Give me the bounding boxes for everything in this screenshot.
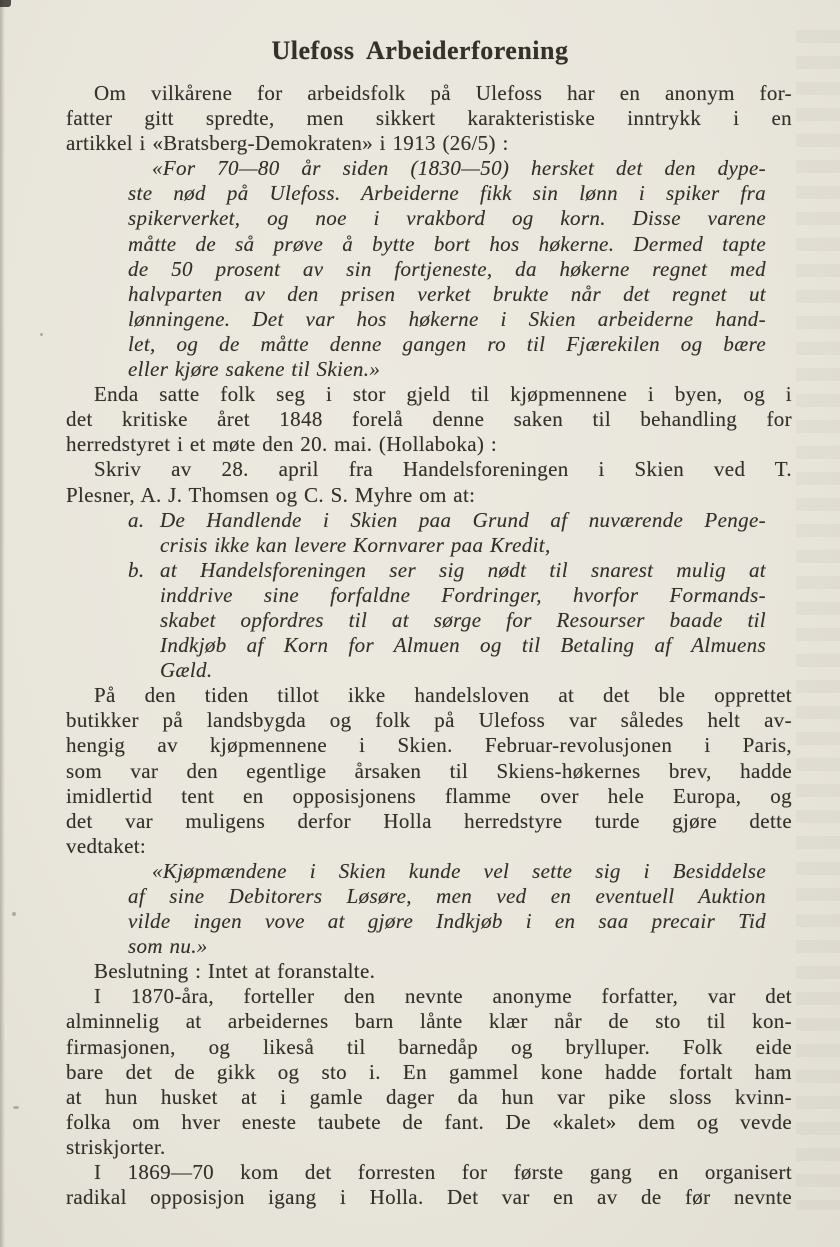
text-line: «For 70—80 år siden (1830—50) hersket det den dype- xyxy=(152,156,766,181)
text-line: at Handelsforeningen ser sig nødt til snarest mulig at xyxy=(160,557,766,582)
text-line: de 50 prosent av sin fortjeneste, da høkerne regnet med xyxy=(128,256,766,281)
quote-block xyxy=(66,156,792,382)
text-line: at hun husket at i gamle dager da hun var pike sloss kvinn- xyxy=(66,1084,792,1109)
text-line: alminnelig at arbeidernes barn lånte klær når de sto til kon- xyxy=(66,1009,792,1034)
text-line: spikerverket, og noe i vrakbord og korn. Disse varene xyxy=(128,206,766,231)
paragraph xyxy=(66,683,792,859)
text-line: fatter gitt spredte, men sikkert karakteristiske inntrykk i en xyxy=(66,106,792,131)
text-line: Om vilkårene for arbeidsfolk på Ulefoss har en anonym for- xyxy=(94,81,792,105)
text-line: På den tiden tillot ikke handelsloven at det ble opprettet xyxy=(94,683,792,708)
text-line: let, og de måtte denne gangen ro til Fjærekilen og bære xyxy=(128,331,766,356)
paragraph xyxy=(66,984,792,1160)
text-line: halvparten av den prisen verket brukte når det regnet ut xyxy=(128,281,766,306)
text-line: Beslutning : Intet at foranstalte. xyxy=(94,959,376,984)
text-line: skabet opfordres til at sørge for Resourser baade til xyxy=(160,607,766,632)
list-item xyxy=(66,508,792,558)
list-marker: b. xyxy=(128,557,145,582)
text-line: det var muligens derfor Holla herredstyre turde gjøre dette xyxy=(66,808,792,833)
paragraph xyxy=(66,382,792,457)
text-line: lønningene. Det var hos høkerne i Skien arbeiderne hand- xyxy=(128,306,766,331)
text-line: folka om hver eneste taubete de fant. De «kalet» dem og vevde xyxy=(66,1109,792,1134)
scan-speck xyxy=(12,912,16,916)
text-line: det kritiske året 1848 forelå denne saken til behandling for xyxy=(66,407,792,432)
text-line: I 1870-åra, forteller den nevnte anonyme forfatter, var det xyxy=(94,984,792,1009)
paragraph xyxy=(66,959,792,984)
text-column xyxy=(66,81,792,1210)
text-line: Enda satte folk seg i stor gjeld til kjøpmennene i byen, og i xyxy=(94,382,792,407)
paragraph xyxy=(66,81,792,156)
scan-speck xyxy=(40,333,43,336)
text-line: I 1869—70 kom det forresten for første gang en organisert xyxy=(94,1160,792,1185)
text-line: radikal opposisjon igang i Holla. Det var en av de før nevnte xyxy=(66,1185,792,1210)
scan-speck xyxy=(13,1106,19,1109)
text-line: crisis ikke kan levere Kornvarer paa Kredit, xyxy=(160,532,551,557)
text-line: Skriv av 28. april fra Handelsforeningen i Skien ved T. xyxy=(94,457,792,482)
text-line: vedtaket: xyxy=(66,833,147,858)
text-line: inddrive sine forfaldne Fordringer, hvorfor Formands- xyxy=(160,582,766,607)
text-line: artikkel i «Bratsberg-Demokraten» i 1913 (26/5) : xyxy=(66,131,509,156)
list-marker: a. xyxy=(128,507,145,532)
text-line: Gæld. xyxy=(160,658,213,683)
text-line: Indkjøb af Korn for Almuen og til Betaling af Almuens xyxy=(160,633,766,658)
paragraph xyxy=(66,457,792,507)
scan-corner-mark xyxy=(0,0,11,7)
text-line: «Kjøpmændene i Skien kunde vel sette sig i Besiddelse xyxy=(152,858,766,883)
page-title: Ulefoss Arbeiderforening xyxy=(271,36,569,65)
page-showthrough-texture xyxy=(796,30,840,1210)
text-line: imidlertid tent en opposisjonens flamme over hele Europa, og xyxy=(66,783,792,808)
text-line: striskjorter. xyxy=(66,1134,166,1159)
text-line: eller kjøre sakene til Skien.» xyxy=(128,357,381,382)
text-line: ste nød på Ulefoss. Arbeiderne fikk sin lønn i spiker fra xyxy=(128,181,766,206)
quote-block xyxy=(66,859,792,959)
text-line: måtte de så prøve å bytte bort hos høkerne. Dermed tapte xyxy=(128,231,766,256)
text-line: herredstyret i et møte den 20. mai. (Hollaboka) : xyxy=(66,432,498,457)
text-line: som nu.» xyxy=(128,934,208,959)
text-line: bare det de gikk og sto i. En gammel kone hadde fortalt ham xyxy=(66,1059,792,1084)
text-line: hengig av kjøpmennene i Skien. Februar-revolusjonen i Paris, xyxy=(66,733,792,758)
text-line: butikker på landsbygda og folk på Ulefoss var således helt av- xyxy=(66,708,792,733)
list-item xyxy=(66,558,792,683)
text-line: De Handlende i Skien paa Grund af nuværende Penge- xyxy=(160,507,766,532)
text-line: firmasjonen, og likeså til barnedåp og brylluper. Folk eide xyxy=(66,1034,792,1059)
page-left-edge-shadow xyxy=(0,0,5,1247)
text-line: vilde ingen vove at gjøre Indkjøb i en saa precair Tid xyxy=(128,909,766,934)
text-line: som var den egentlige årsaken til Skiens-høkernes brev, hadde xyxy=(66,758,792,783)
paragraph xyxy=(66,1160,792,1210)
text-line: af sine Debitorers Løsøre, men ved en eventuell Auktion xyxy=(128,884,766,908)
text-line: Plesner, A. J. Thomsen og C. S. Myhre om at: xyxy=(66,482,476,507)
